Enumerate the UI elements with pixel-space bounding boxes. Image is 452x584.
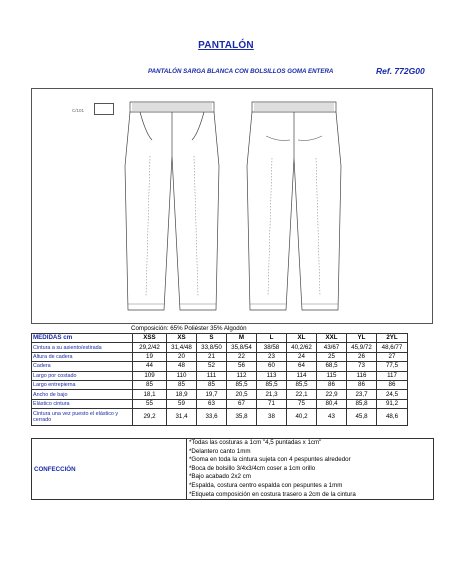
size-header: S: [197, 334, 227, 343]
instruction-line: *Boca de bolsillo 3/4x3/4cm coser a 1cm orillo: [189, 464, 316, 472]
measure-value: 23,7: [347, 390, 377, 399]
measure-value: 59: [167, 399, 197, 408]
measure-label: Cintura a su asiento/estirada: [32, 343, 133, 352]
table-row: [32, 343, 408, 352]
measure-value: 40,2/62: [287, 343, 317, 352]
size-header: XXL: [317, 334, 347, 343]
measure-value: 22: [227, 352, 257, 361]
measure-value: 35,8: [227, 409, 257, 426]
fabric-composition: Composición: 65% Poliéster 35% Algodón: [131, 325, 247, 332]
measure-value: 24,5: [377, 390, 408, 399]
drawing-code-box: [94, 103, 114, 115]
measure-label: Elástico cintura: [32, 399, 133, 408]
measure-value: 110: [167, 371, 197, 380]
table-row: [32, 371, 408, 380]
measure-value: 21,3: [257, 390, 287, 399]
measure-value: 109: [133, 371, 167, 380]
measure-value: 85,5: [257, 380, 287, 389]
measure-value: 80,4: [317, 399, 347, 408]
measure-value: 22,1: [287, 390, 317, 399]
measure-value: 63: [197, 399, 227, 408]
measure-label: Ancho de bajo: [32, 390, 133, 399]
measure-value: 55: [133, 399, 167, 408]
measurements-header-row: [32, 334, 408, 343]
technical-drawing-panel: [31, 88, 433, 324]
instruction-line: *Etiqueta composición en costura trasero a 2cm de la cintura: [189, 490, 356, 498]
size-header: XL: [287, 334, 317, 343]
measure-value: 60: [257, 362, 287, 371]
measure-value: 112: [227, 371, 257, 380]
measure-value: 86: [347, 380, 377, 389]
confeccion-table: [31, 438, 434, 500]
measure-value: 35,8/54: [227, 343, 257, 352]
size-header: YL: [347, 334, 377, 343]
drawing-code-label: C/101: [72, 108, 85, 113]
measure-value: 86: [317, 380, 347, 389]
table-row: [32, 399, 408, 408]
instruction-line: *Espalda, costura centro espalda con pespuntes a 1mm: [189, 481, 343, 489]
measure-value: 43: [317, 409, 347, 426]
measure-value: 23: [257, 352, 287, 361]
measure-value: 43/67: [317, 343, 347, 352]
measure-value: 29,2/42: [133, 343, 167, 352]
measure-value: 19,7: [197, 390, 227, 399]
measure-value: 85: [133, 380, 167, 389]
size-header: XSS: [133, 334, 167, 343]
measure-value: 45,9/72: [347, 343, 377, 352]
measurements-table: [31, 333, 408, 426]
measure-value: 21: [197, 352, 227, 361]
measure-value: 52: [197, 362, 227, 371]
table-row: [32, 390, 408, 399]
instruction-line: *Todas las costuras a 1cm "4,5 puntadas x 1cm": [189, 439, 322, 446]
table-row: [32, 380, 408, 389]
table-row: [32, 362, 408, 371]
measure-value: 24: [287, 352, 317, 361]
measure-value: 85: [197, 380, 227, 389]
pants-back-icon: [244, 96, 344, 318]
measure-value: 48,6: [377, 409, 408, 426]
measure-value: 71: [257, 399, 287, 408]
measure-value: 67: [227, 399, 257, 408]
measure-value: 48: [167, 362, 197, 371]
measure-value: 38/58: [257, 343, 287, 352]
measure-value: 115: [317, 371, 347, 380]
measure-value: 18,9: [167, 390, 197, 399]
measure-label: Cadera: [32, 362, 133, 371]
confeccion-instructions: [187, 439, 434, 500]
pants-front-icon: [122, 96, 222, 318]
measure-value: 48,6/77: [377, 343, 408, 352]
measure-value: 45,8: [347, 409, 377, 426]
instruction-line: *Goma en toda la cintura sujeta con 4 pespuntes alrededor: [189, 456, 351, 464]
measure-label: Largo entrepierna: [32, 380, 133, 389]
measure-value: 27: [377, 352, 408, 361]
measure-value: 31,4: [167, 409, 197, 426]
measurements-header-label: MEDIDAS cm: [32, 334, 133, 343]
measure-value: 85,5: [287, 380, 317, 389]
table-row: [32, 352, 408, 361]
measure-value: 111: [197, 371, 227, 380]
size-header: XS: [167, 334, 197, 343]
measure-value: 19: [133, 352, 167, 361]
measure-value: 26: [347, 352, 377, 361]
measure-value: 25: [317, 352, 347, 361]
measure-value: 77,5: [377, 362, 408, 371]
measure-value: 86: [377, 380, 408, 389]
measure-value: 114: [287, 371, 317, 380]
product-reference: Ref. 772G00: [376, 66, 425, 76]
measure-value: 44: [133, 362, 167, 371]
measure-label: Largo por costado: [32, 371, 133, 380]
measure-value: 91,2: [377, 399, 408, 408]
measure-value: 31,4/48: [167, 343, 197, 352]
measure-value: 20,5: [227, 390, 257, 399]
measure-value: 33,6: [197, 409, 227, 426]
measure-value: 40,2: [287, 409, 317, 426]
size-header: M: [227, 334, 257, 343]
page-title: PANTALÓN: [198, 40, 254, 51]
confeccion-title: CONFECCIÓN: [32, 439, 187, 500]
measure-value: 33,8/50: [197, 343, 227, 352]
measure-value: 64: [287, 362, 317, 371]
measure-value: 116: [347, 371, 377, 380]
measure-value: 85,8: [347, 399, 377, 408]
confeccion-row: [32, 439, 434, 500]
measure-value: 113: [257, 371, 287, 380]
measure-value: 18,1: [133, 390, 167, 399]
measure-value: 68,5: [317, 362, 347, 371]
measure-value: 38: [257, 409, 287, 426]
size-header: L: [257, 334, 287, 343]
measure-label: Altura de cadera: [32, 352, 133, 361]
instruction-line: *Delantero canto 1mm: [189, 447, 251, 455]
measure-label: Cintura una vez puesto el elástico y cerrado: [32, 409, 133, 426]
measure-value: 85: [167, 380, 197, 389]
measure-value: 56: [227, 362, 257, 371]
measure-value: 22,9: [317, 390, 347, 399]
measure-value: 73: [347, 362, 377, 371]
measure-value: 85,5: [227, 380, 257, 389]
measure-value: 20: [167, 352, 197, 361]
size-header: 2YL: [377, 334, 408, 343]
table-row: [32, 409, 408, 426]
instruction-line: *Bajo acabado 2x2 cm: [189, 473, 251, 481]
measure-value: 117: [377, 371, 408, 380]
product-subtitle: PANTALÓN SARGA BLANCA CON BOLSILLOS GOMA ENTERA: [148, 68, 334, 75]
measure-value: 75: [287, 399, 317, 408]
measure-value: 29,2: [133, 409, 167, 426]
